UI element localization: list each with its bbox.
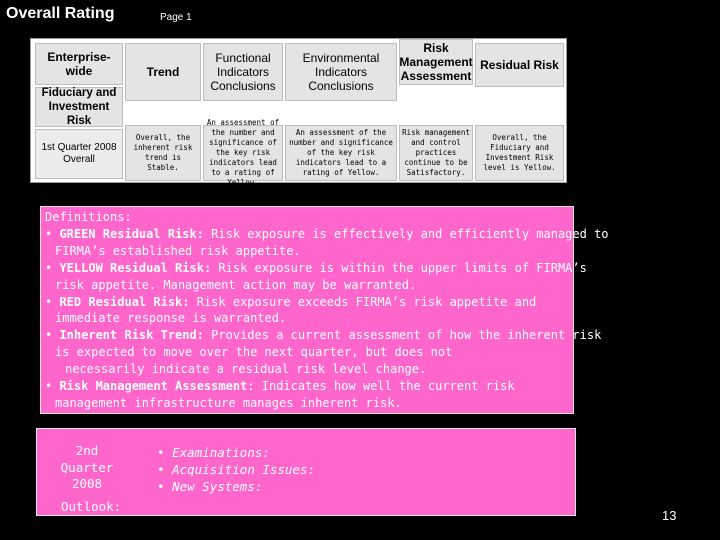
outlook-item-examinations: Examinations: — [172, 445, 270, 460]
header-trend: Trend — [125, 43, 201, 101]
trend-label: Inherent Risk Trend: — [59, 328, 204, 343]
outlook-item: • Examinations: — [157, 445, 270, 460]
yellow-text-2: risk appetite. Management action may be warranted. — [55, 277, 417, 292]
red-text-2: immediate response is warranted. — [55, 311, 287, 326]
definition-red: • RED Residual Risk: Risk exposure exceeds FIRMA’s risk appetite and — [45, 294, 537, 309]
slide-title: Overall Rating — [6, 5, 115, 22]
definition-rma: • Risk Management Assessment: Indicates how well the current risk — [45, 379, 515, 394]
red-text-1: Risk exposure exceeds FIRMA’s risk appetite and — [189, 294, 537, 309]
rma-label: Risk Management Assessment — [59, 379, 248, 394]
definition-green: • GREEN Residual Risk: Risk exposure is effectively and efficiently managed to — [45, 226, 609, 241]
definition-yellow: • YELLOW Residual Risk: Risk exposure is within the upper limits of FIRMA’s — [45, 260, 587, 275]
rating-table — [30, 38, 567, 187]
outlook-box — [36, 428, 576, 516]
row-label-period: 1st Quarter 2008 Overall — [35, 129, 123, 179]
outlook-label: Outlook: — [61, 499, 122, 514]
row-label-enterprise-wide: Enterprise-wide — [35, 43, 123, 85]
outlook-item-new-systems: New Systems: — [172, 479, 263, 494]
green-text-1: Risk exposure is effectively and efficiently managed to — [203, 226, 609, 241]
header-environmental: Environmental Indicators Conclusions — [285, 43, 397, 101]
yellow-label: YELLOW Residual Risk: — [59, 260, 212, 275]
trend-text-3: necessarily indicate a residual risk level change. — [65, 362, 427, 377]
definitions-box — [40, 206, 609, 414]
cell-residual-risk: Overall, the Fiduciary and Investment Risk level is Yellow. — [475, 125, 564, 181]
outlook-item: • Acquisition Issues: — [157, 462, 316, 477]
red-label: RED Residual Risk: — [59, 294, 190, 309]
header-residual-risk: Residual Risk — [475, 43, 564, 87]
outlook-period: 2nd Quarter 2008 — [60, 443, 114, 491]
cell-functional: An assessment of the number and significance of the key risk indicators lead to a rating of Yellow. — [203, 125, 283, 181]
green-label: GREEN Residual Risk: — [59, 226, 204, 241]
row-label-fiduciary: Fiduciary and Investment Risk — [35, 87, 123, 127]
definition-trend: • Inherent Risk Trend: Provides a current assessment of how the inherent risk — [45, 328, 602, 343]
outlook-item: • New Systems: — [157, 479, 263, 494]
trend-text-2: is expected to move over the next quarter, but does not — [55, 345, 453, 360]
trend-text-1: Provides a current assessment of how the inherent risk — [203, 328, 602, 343]
outlook-list — [157, 444, 315, 495]
green-text-2: FIRMA’s established risk appetite. — [55, 243, 301, 258]
page-label: Page 1 — [160, 12, 192, 23]
yellow-text-1: Risk exposure is within the upper limits of FIRMA’s — [211, 260, 587, 275]
definitions-heading: Definitions: — [45, 210, 132, 224]
header-risk-management: Risk Management Assessment — [399, 41, 473, 83]
outlook-left-panel — [37, 429, 137, 515]
cell-environmental: An assessment of the number and significance of the key risk indicators lead to a rating of Yellow. — [285, 125, 397, 181]
cell-risk-management: Risk management and control practices continue to be Satisfactory. — [399, 125, 473, 181]
rma-text-2: management infrastructure manages inherent risk. — [55, 395, 402, 410]
cell-trend: Overall, the inherent risk trend is Stable. — [125, 125, 201, 181]
header-functional: Functional Indicators Conclusions — [203, 43, 283, 101]
page-number: 13 — [662, 508, 677, 523]
outlook-item-acquisition: Acquisition Issues: — [172, 462, 316, 477]
rma-text-1: : Indicates how well the current risk — [247, 379, 515, 394]
